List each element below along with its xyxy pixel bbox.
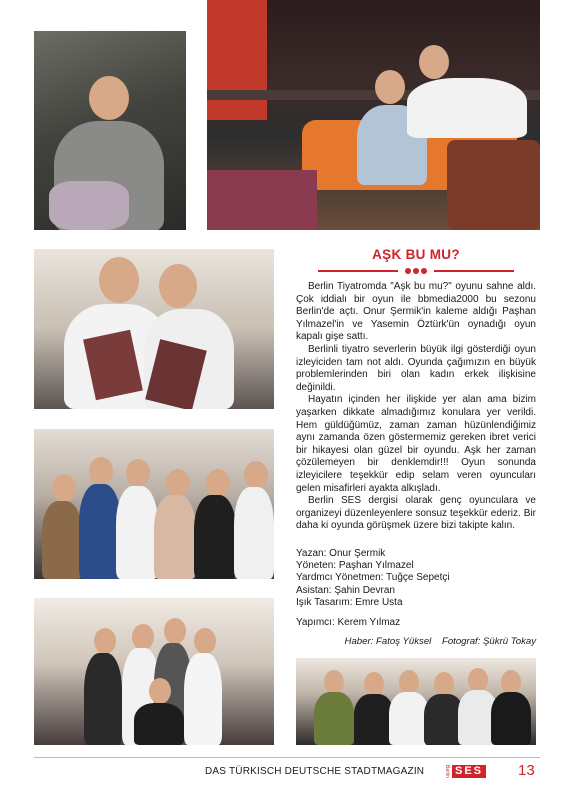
credit-assistant: Asistan: Şahin Devran <box>296 584 395 596</box>
credit-assistant-director: Yardmcı Yönetmen: Tuğçe Sepetçi <box>296 572 450 584</box>
credits-list <box>296 548 536 629</box>
page-number: 13 <box>518 762 535 779</box>
photo-actress-on-phone <box>34 31 186 230</box>
credit-director: Yöneten: Paşhan Yılmazel <box>296 560 414 572</box>
article-title: AŞK BU MU? <box>372 247 460 262</box>
photo-cast-posing <box>34 598 274 745</box>
article-paragraph: Berlin SES dergisi olarak genç oyunculara ve organizeyi düzenleyenlere sonsuz teşekkür ederiz. Bir daha ki oyunda görüşmek üzere bizi takipte kalın. <box>296 495 536 532</box>
footer-divider <box>34 757 540 758</box>
article-paragraph: Berlinli tiyatro severlerin büyük ilgi gösterdiği oyun izleyiciden tam not aldı. Oyunda çağımızın en büyük problemlerinden biri olan kadın erkek ilişkisine değinildi. <box>296 343 536 393</box>
byline <box>296 636 536 647</box>
credit-writer: Yazan: Onur Şermik <box>296 548 386 559</box>
photo-stage-scene <box>207 0 540 230</box>
photo-group-backstage <box>34 429 274 579</box>
title-ornament <box>318 267 514 275</box>
photo-cast-with-magazines <box>34 249 274 409</box>
photo-group-audience <box>296 658 536 745</box>
byline-news: Haber: Fatoş Yüksel <box>344 636 432 647</box>
footer-tagline: DAS TÜRKISCH DEUTSCHE STADTMAGAZIN <box>205 766 425 777</box>
credit-producer: Yapımcı: Kerem Yılmaz <box>296 617 401 629</box>
article-body <box>296 281 536 533</box>
footer-logo-small: Berlin <box>444 765 450 778</box>
byline-photo: Fotograf: Şükrü Tokay <box>441 636 536 647</box>
article-paragraph: Hayatın içinden her ilişkide yer alan ama bizim yaşarken dikkate almadığımız konulara yer verildi. Hem güldüğümüz, zaman zaman hüzünlendiğimiz aynı zamanda özen göstermemiz gereken ibret verici bir hikayesi olan güzel bir oyundu. Aşk her zaman çözülemeyen bir denklemdir!!! Oyun sonunda izleyicilere teşekkür edip selam veren oyuncuları gelen misafirleri ayakta alkışladı. <box>296 394 536 494</box>
footer-logo: SES <box>452 765 486 778</box>
article-paragraph: Berlin Tiyatromda "Aşk bu mu?" oyunu sahne aldı. Çok iddialı bir oyun ile bbmedia2000 bu sezonu Berlin'de açtı. Onur Şermik'in kaleme aldığı Paşhan Yılmazel'in ve Yasemin Öztürk'ün oynadığı oyun kapalı gişe sattı. <box>296 281 536 343</box>
credit-lighting: Işık Tasarım: Emre Usta <box>296 596 403 608</box>
